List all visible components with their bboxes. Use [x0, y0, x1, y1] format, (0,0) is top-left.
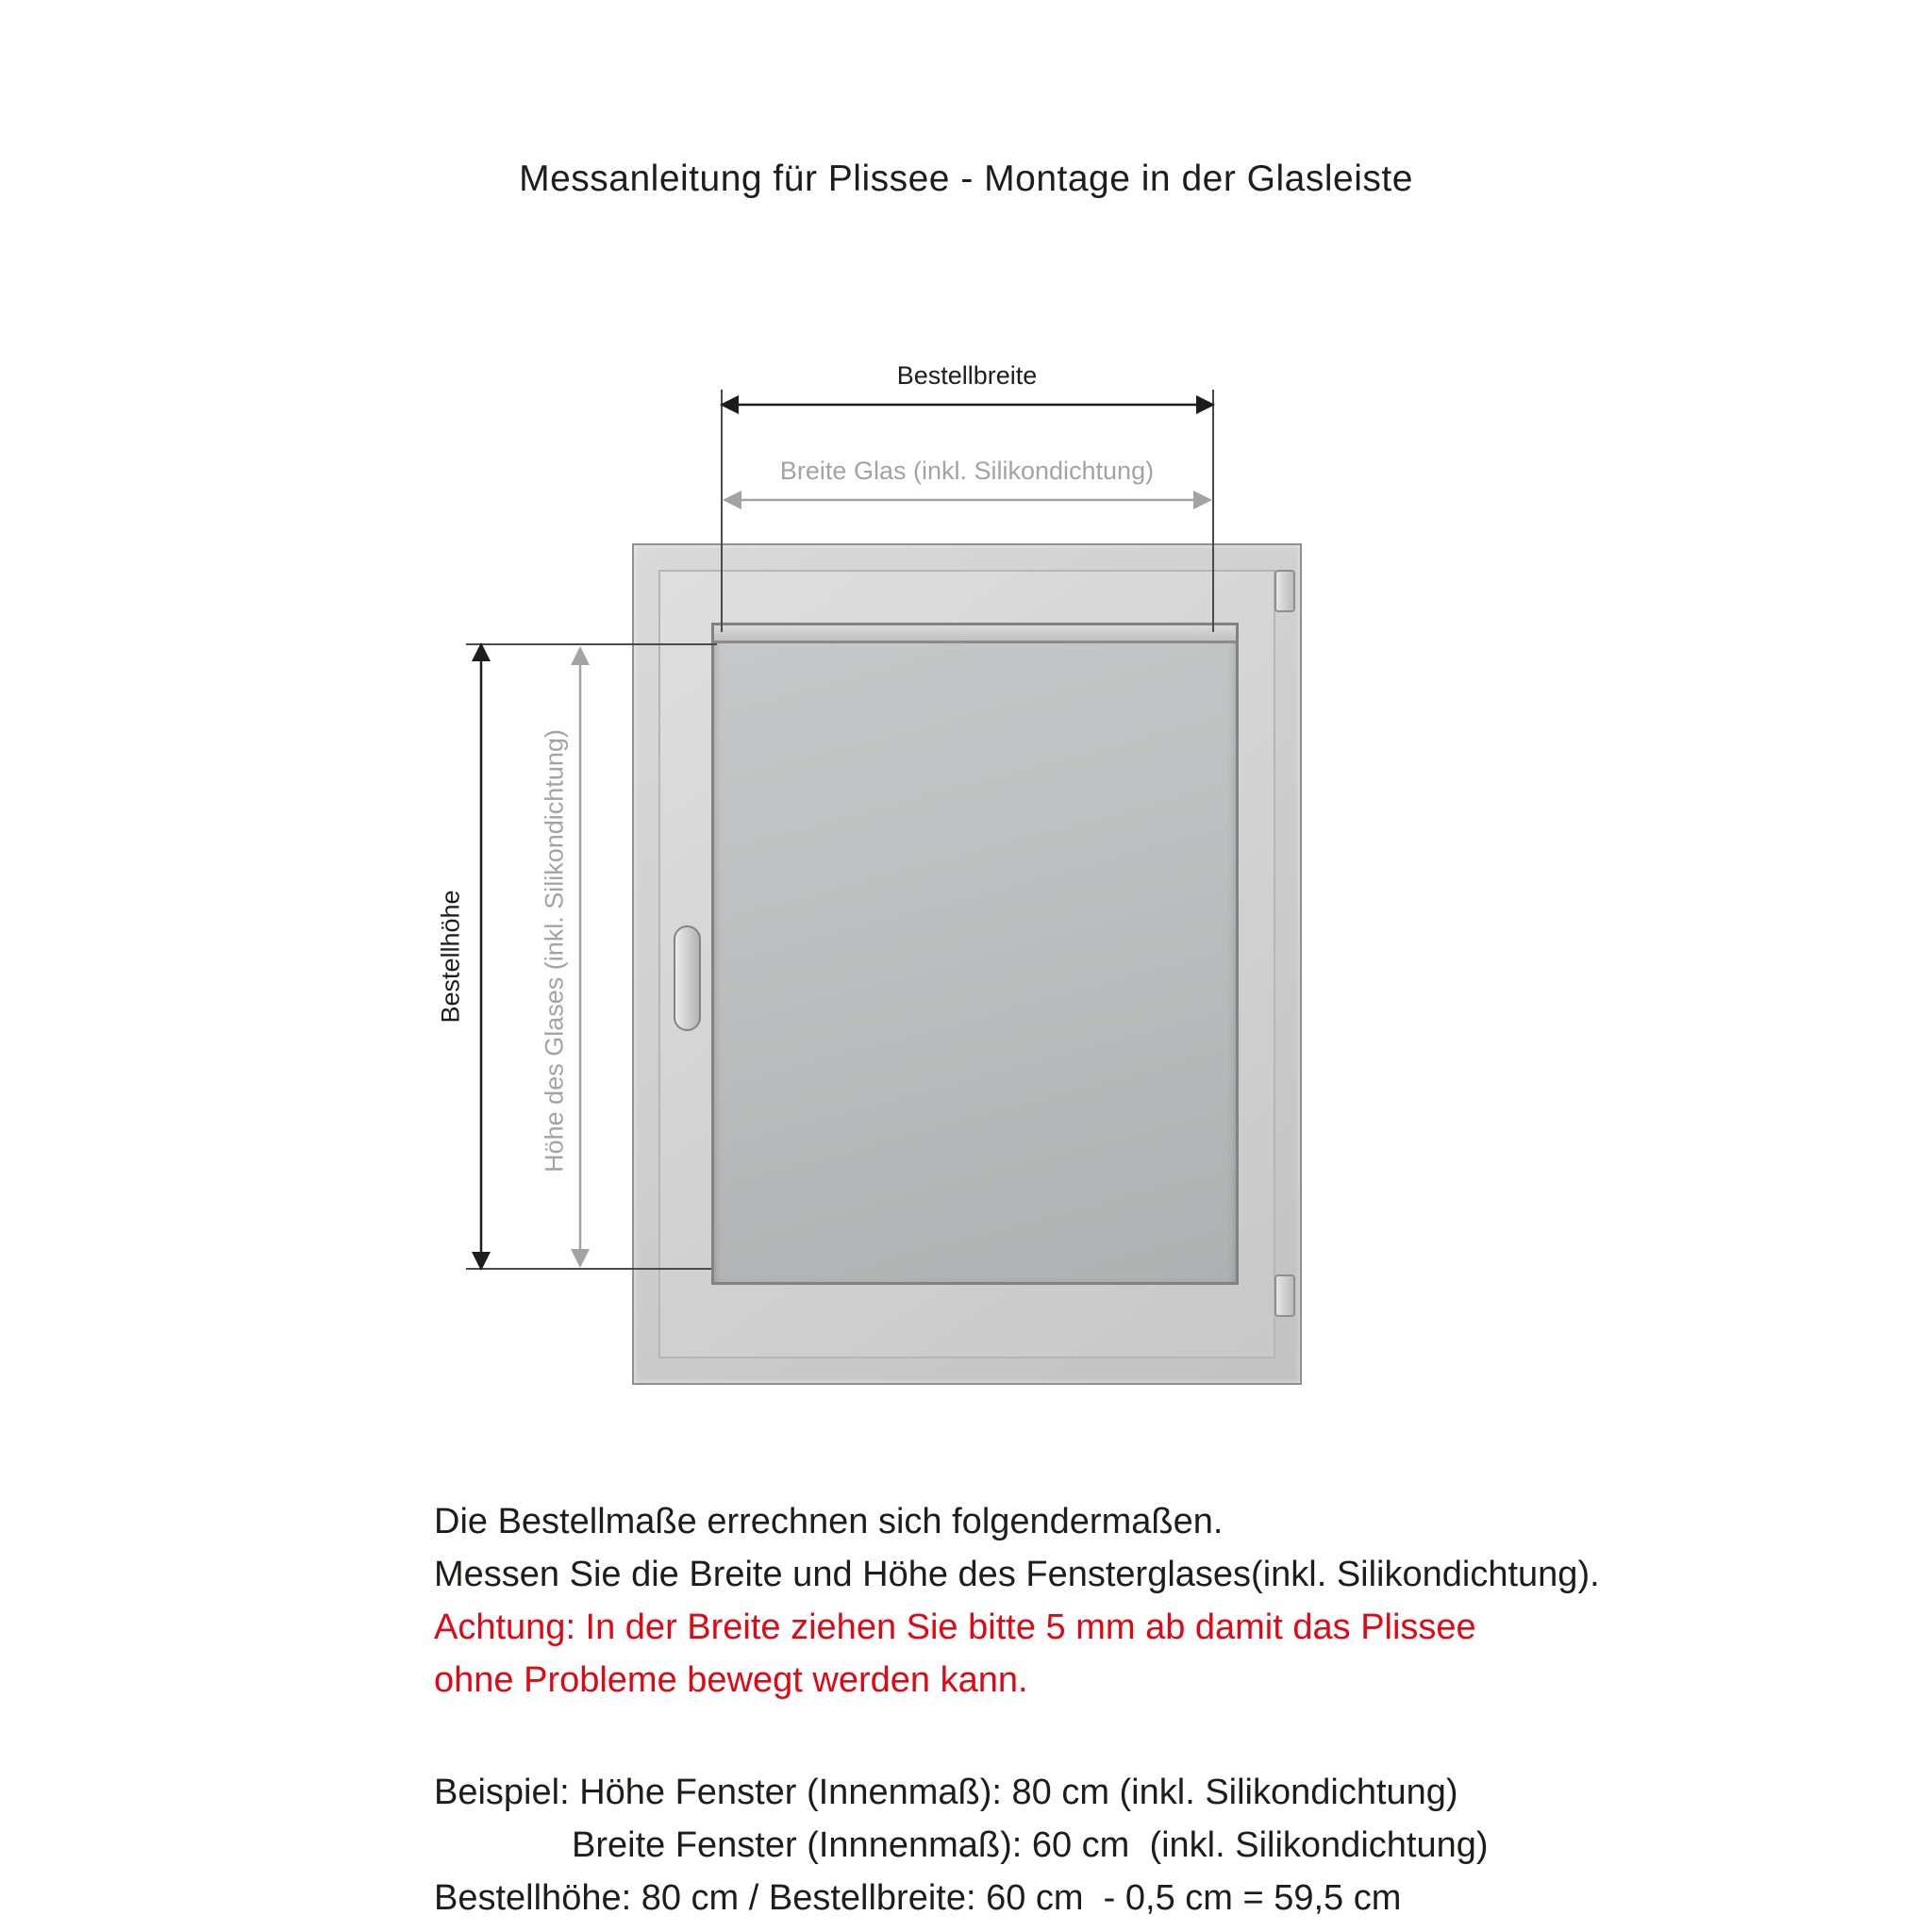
page-title: Messanleitung für Plissee - Montage in der Glasleiste — [519, 158, 1413, 199]
hinge-top-icon — [1274, 570, 1295, 612]
hoehe-glas-label: Höhe des Glases (inkl. Silikondichtung) — [540, 729, 569, 1173]
example-paragraph — [434, 1766, 1489, 1924]
instruction-line-1: Die Bestellmaße errechnen sich folgendermaßen. — [434, 1502, 1224, 1541]
example-line-3: Bestellhöhe: 80 cm / Bestellbreite: 60 cm - 0,5 cm = 59,5 cm — [434, 1878, 1402, 1918]
window-handle — [674, 925, 701, 1031]
window-illustration — [632, 543, 1302, 1385]
example-line-1: Beispiel: Höhe Fenster (Innenmaß): 80 cm (inkl. Silikondichtung) — [434, 1773, 1458, 1812]
hinge-bottom-icon — [1274, 1274, 1295, 1317]
bestellhoehe-label: Bestellhöhe — [436, 890, 465, 1024]
bestellbreite-label: Bestellbreite — [896, 361, 1038, 390]
instruction-line-2: Messen Sie die Breite und Höhe des Fensterglases(inkl. Silikondichtung). — [434, 1555, 1600, 1594]
instructions-paragraph — [434, 1495, 1600, 1707]
breite-glas-label: Breite Glas (inkl. Silikondichtung) — [779, 457, 1155, 485]
warning-line-1: Achtung: In der Breite ziehen Sie bitte 5 mm ab damit das Plissee — [434, 1607, 1476, 1647]
example-line-2: Breite Fenster (Innnenmaß): 60 cm (inkl. Silikondichtung) — [572, 1825, 1489, 1865]
warning-line-2: ohne Probleme bewegt werden kann. — [434, 1660, 1028, 1700]
window-glass — [711, 623, 1239, 1285]
plissee-top-rail — [714, 625, 1236, 643]
